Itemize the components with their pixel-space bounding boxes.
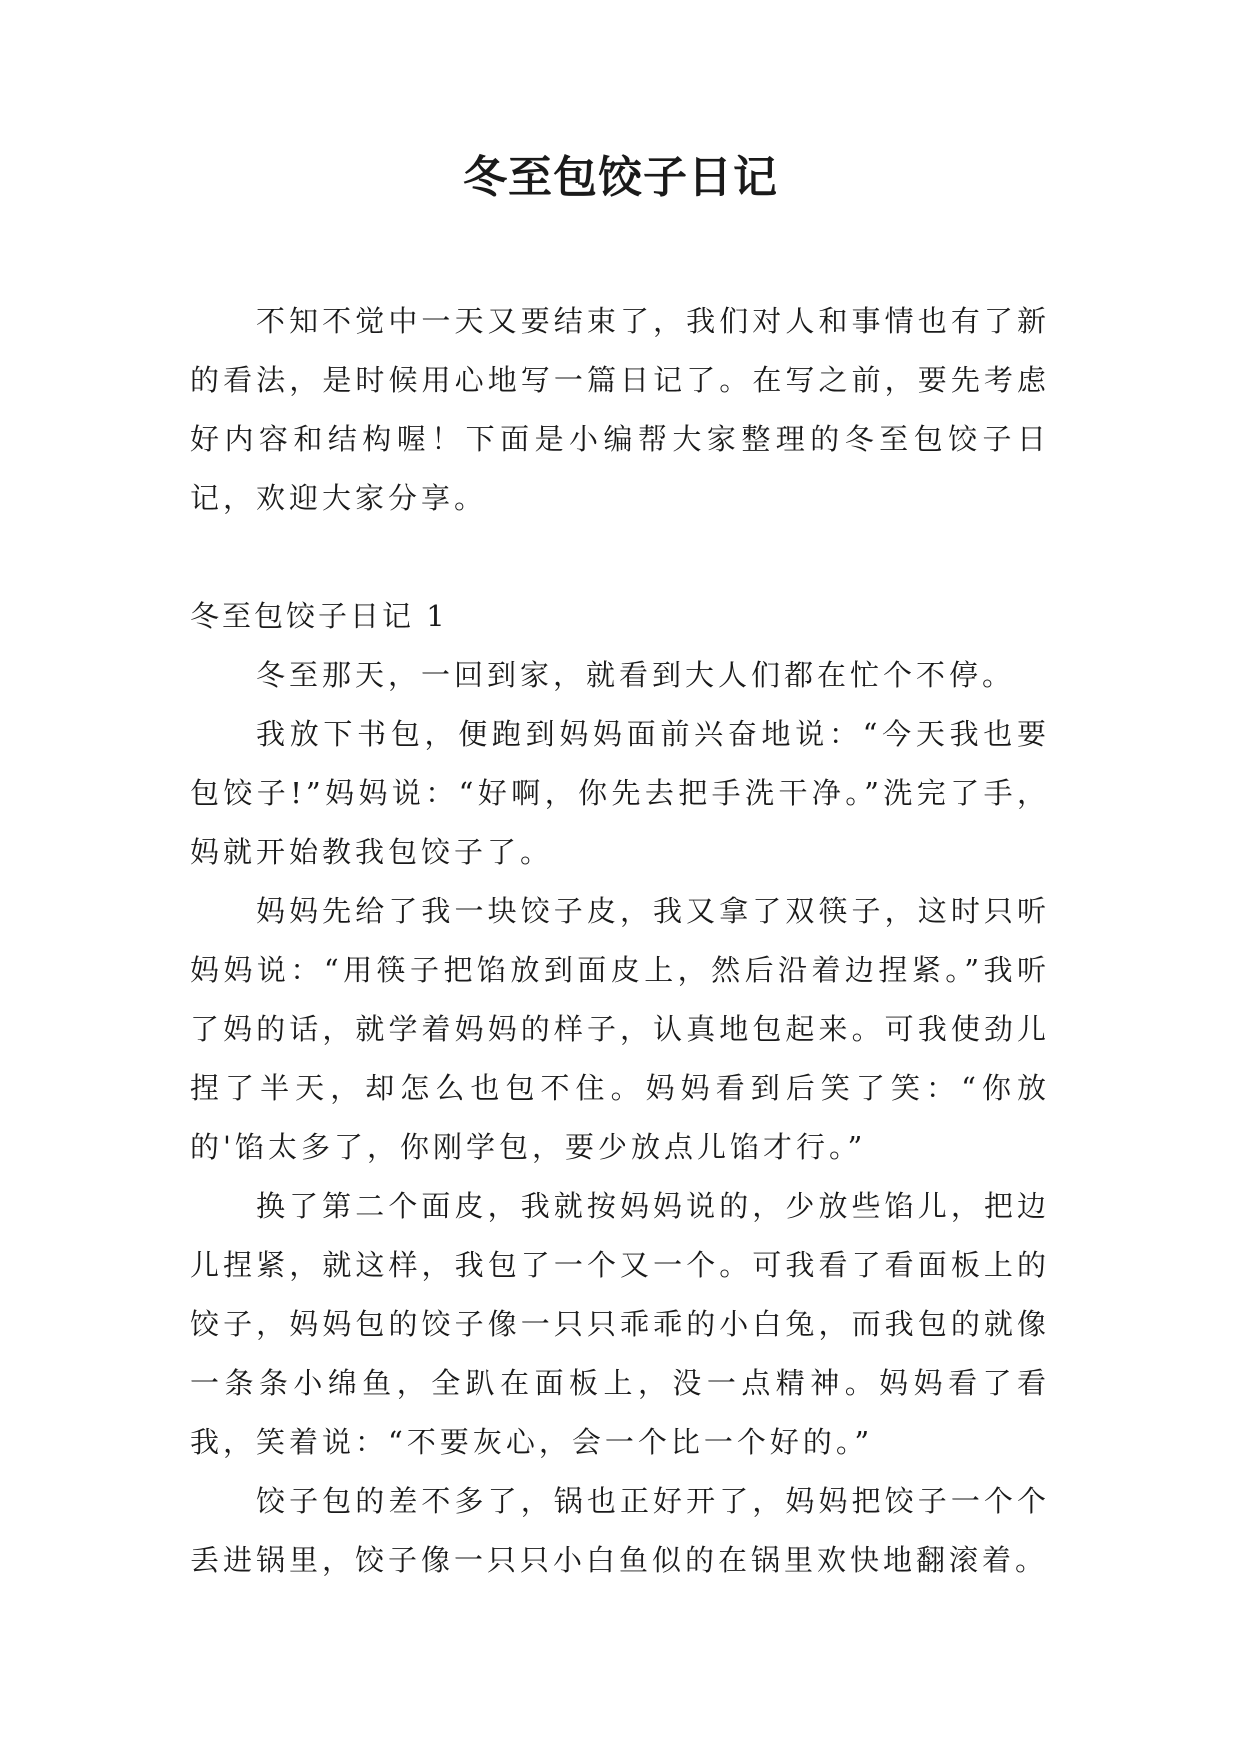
document-body [190, 292, 1050, 1590]
document-title: 冬至包饺子日记 [463, 152, 778, 203]
body-paragraph: 换了第二个面皮，我就按妈妈说的，少放些馅儿，把边儿捏紧，就这样，我包了一个又一个。可我看了看面板上的饺子，妈妈包的饺子像一只只乖乖的小白兔，而我包的就像一条条小绵鱼，全趴在面板上，没一点精神。妈妈看了看我，笑着说：“不要灰心，会一个比一个好的。” [190, 1189, 1050, 1459]
intro-paragraph: 不知不觉中一天又要结束了，我们对人和事情也有了新的看法，是时候用心地写一篇日记了。在写之前，要先考虑好内容和结构喔！下面是小编帮大家整理的冬至包饺子日记，欢迎大家分享。 [190, 304, 1050, 515]
body-paragraph: 冬至那天，一回到家，就看到大人们都在忙个不停。 [256, 658, 1016, 692]
section-heading: 冬至包饺子日记 1 [190, 599, 448, 633]
body-paragraph: 妈妈先给了我一块饺子皮，我又拿了双筷子，这时只听妈妈说：“用筷子把馅放到面皮上，然后沿着边捏紧。”我听了妈的话，就学着妈妈的样子，认真地包起来。可我使劲儿捏了半天，却怎么也包不住。妈妈看到后笑了笑：“你放的'馅太多了，你刚学包，要少放点儿馅才行。” [190, 894, 1050, 1164]
body-paragraph: 饺子包的差不多了，锅也正好开了，妈妈把饺子一个个丢进锅里，饺子像一只只小白鱼似的在锅里欢快地翻滚着。 [190, 1484, 1050, 1577]
body-paragraph: 我放下书包，便跑到妈妈面前兴奋地说：“今天我也要包饺子!”妈妈说：“好啊，你先去把手洗干净。”洗完了手，妈就开始教我包饺子了。 [190, 717, 1050, 869]
